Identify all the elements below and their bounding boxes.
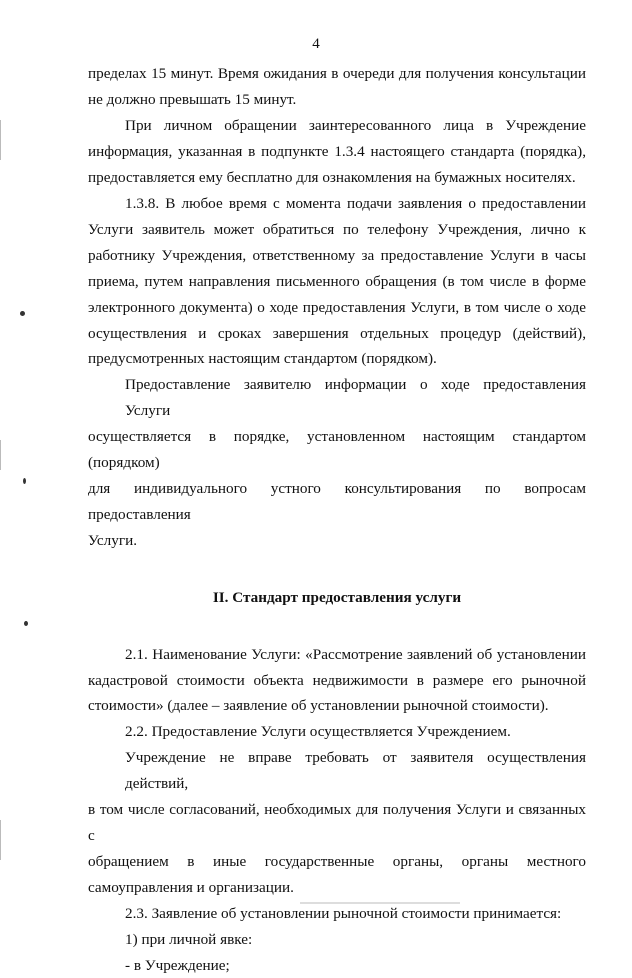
paragraph-1 <box>88 61 586 113</box>
paragraph-2 <box>88 113 586 191</box>
scan-edge-mark <box>300 902 460 904</box>
text-line: 2.3. Заявление об установлении рыночной стоимости принимается: <box>88 901 586 927</box>
paragraph-9 <box>88 927 586 953</box>
paragraph-5 <box>88 642 586 720</box>
scan-edge-mark <box>0 820 1 860</box>
text-line: 2.1. Наименование Услуги: «Рассмотрение заявлений об установлении <box>88 642 586 668</box>
section-heading: II. Стандарт предоставления услуги <box>88 585 586 611</box>
scan-speck <box>20 311 25 316</box>
scan-edge-mark <box>0 440 1 470</box>
text-line: осуществляется в порядке, установленном настоящим стандартом (порядком) <box>88 424 586 476</box>
text-line: пределах 15 минут. Время ожидания в очереди для получения консультации <box>88 61 586 87</box>
scan-edge-mark <box>0 120 1 160</box>
text-line: стоимости» (далее – заявление об установлении рыночной стоимости). <box>88 693 586 719</box>
text-line: Услуги. <box>88 528 586 554</box>
paragraph-10 <box>88 953 586 978</box>
text-line: самоуправления и организации. <box>88 875 586 901</box>
text-line: осуществления и сроках завершения отдельных процедур (действий), <box>88 321 586 347</box>
text-line: 1.3.8. В любое время с момента подачи заявления о предоставлении <box>88 191 586 217</box>
text-line: Предоставление заявителю информации о ходе предоставления Услуги <box>88 372 586 424</box>
text-line: При личном обращении заинтересованного лица в Учреждение <box>88 113 586 139</box>
text-line: Учреждение не вправе требовать от заявителя осуществления действий, <box>88 745 586 797</box>
text-line: не должно превышать 15 минут. <box>88 87 586 113</box>
page-number: 4 <box>0 36 632 53</box>
text-line: предоставляется ему бесплатно для ознакомления на бумажных носителях. <box>88 165 586 191</box>
text-line: 1) при личной явке: <box>88 927 586 953</box>
text-line: кадастровой стоимости объекта недвижимости в размере его рыночной <box>88 668 586 694</box>
text-line: для индивидуального устного консультирования по вопросам предоставления <box>88 476 586 528</box>
scan-speck <box>24 621 28 626</box>
document-body <box>88 61 586 978</box>
paragraph-6 <box>88 719 586 745</box>
text-line: в том числе согласований, необходимых для получения Услуги и связанных с <box>88 797 586 849</box>
text-line: электронного документа) о ходе предоставления Услуги, в том числе о ходе <box>88 295 586 321</box>
text-line: 2.2. Предоставление Услуги осуществляется Учреждением. <box>88 719 586 745</box>
text-line: - в Учреждение; <box>88 953 586 978</box>
paragraph-4 <box>88 372 586 553</box>
text-line: Услуги заявитель может обратиться по телефону Учреждения, лично к <box>88 217 586 243</box>
scan-speck <box>23 478 26 484</box>
paragraph-7 <box>88 745 586 900</box>
paragraph-3 <box>88 191 586 372</box>
text-line: работнику Учреждения, ответственному за предоставление Услуги в часы <box>88 243 586 269</box>
text-line: обращением в иные государственные органы, органы местного <box>88 849 586 875</box>
text-line: предусмотренных настоящим стандартом (порядком). <box>88 346 586 372</box>
text-line: информация, указанная в подпункте 1.3.4 настоящего стандарта (порядка), <box>88 139 586 165</box>
text-line: приема, путем направления письменного обращения (в том числе в форме <box>88 269 586 295</box>
